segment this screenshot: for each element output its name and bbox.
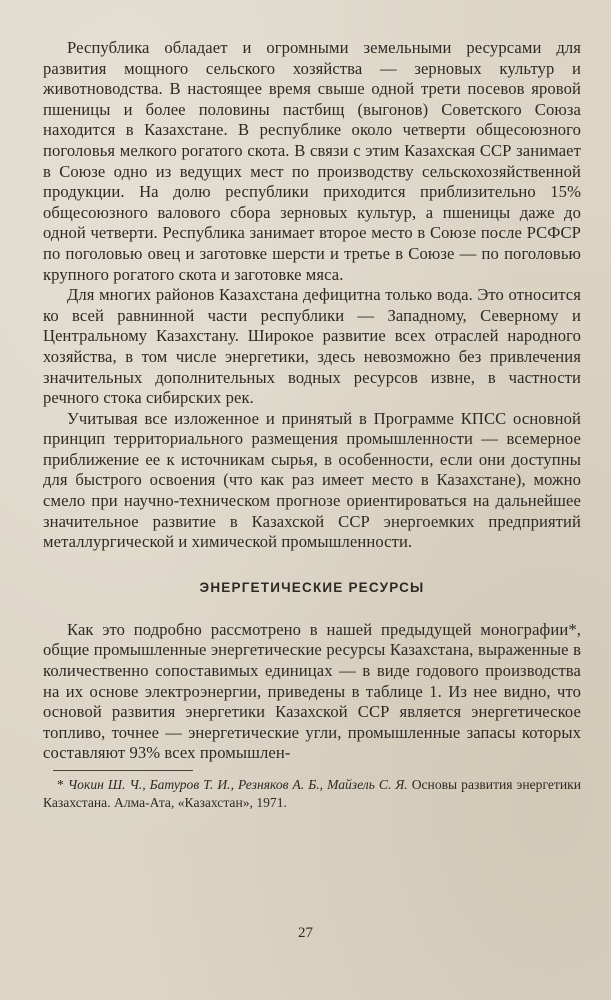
- paragraph-industry-placement: Учитывая все изложенное и принятый в Программе КПСС основной принцип территориального размещения промышленности — всемерное приближение ее к источникам сырья, в особенности, если они доступны для быстрого освоения (что как раз имеет место в Казахстане), можно смело при научно-техническом прогнозе ориентироваться на дальнейшее значительное развитие в Казахской ССР энергоемких предприятий металлургической и химической промышленности.: [43, 408, 581, 552]
- paragraph-water-deficit: Для многих районов Казахстана дефицитна только вода. Это относится ко всей равнинной части республики — Западному, Северному и Центральному Казахстану. Широкое развитие всех отраслей народного хозяйства, в том числе энергетики, здесь невозможно без привлечения значительных дополнительных водных ресурсов извне, в частности речного стока сибирских рек.: [43, 285, 581, 408]
- footnote-divider: [53, 770, 193, 771]
- footnote-marker: *: [57, 777, 64, 792]
- page-content: [43, 38, 581, 812]
- page-number: 27: [298, 925, 313, 941]
- footnote: [43, 776, 581, 812]
- footnote-authors: Чокин Ш. Ч., Батуров Т. И., Резняков А. Б., Майзель С. Я.: [67, 777, 408, 792]
- paragraph-land-resources: Республика обладает и огромными земельными ресурсами для развития мощного сельского хозяйства — зерновых культур и животноводства. В настоящее время свыше одной трети посевов яровой пшеницы и более половины пастбищ (выгонов) Советского Союза находится в Казахстане. В республике около четверти общесоюзного поголовья мелкого рогатого скота. В связи с этим Казахская ССР занимает в Союзе одно из ведущих мест по производству сельскохозяйственной продукции. На долю республики приходится приблизительно 15% общесоюзного валового сбора зерновых культур, а пшеницы даже до одной четверти. Республика занимает второе место в Союзе после РСФСР по поголовью овец и заготовке шерсти и третье в Союзе — по поголовью крупного рогатого скота и заготовке мяса.: [43, 38, 581, 284]
- section-heading: ЭНЕРГЕТИЧЕСКИЕ РЕСУРСЫ: [199, 579, 425, 595]
- paragraph-energy-resources: Как это подробно рассмотрено в нашей предыдущей монографии*, общие промышленные энергетические ресурсы Казахстана, выраженные в количественно сопоставимых единицах — в виде годового производства на их основе электроэнергии, приведены в таблице 1. Из нее видно, что основой развития энергетики Казахской ССР является энергетическое топливо, точнее — энергетические угли, промышленные запасы которых составляют 93% всех промышлен-: [43, 619, 581, 763]
- footnote-text: Основы развития энергетики Казахстана. Алма-Ата, «Казахстан», 1971.: [43, 777, 582, 810]
